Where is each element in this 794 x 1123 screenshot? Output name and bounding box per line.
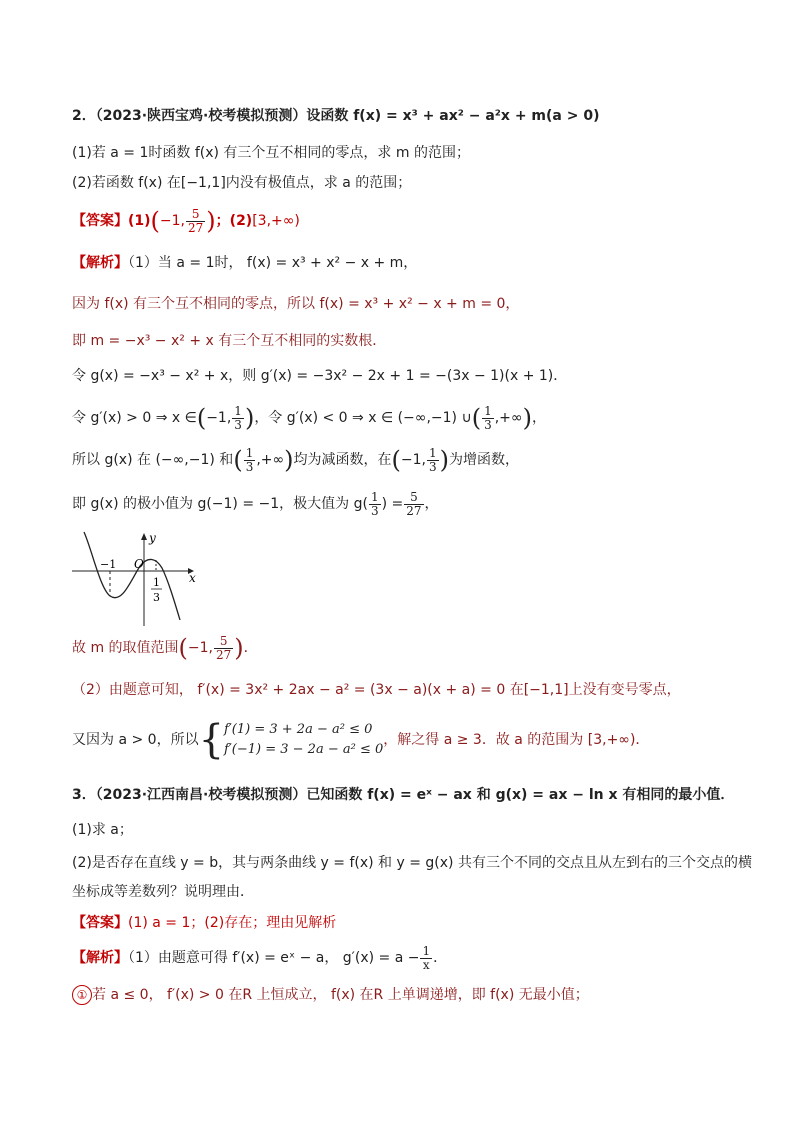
problem-3-question-2a: (2)是否存在直线 y = b，其与两条曲线 y = f(x) 和 y = g(x) 共有三个不同的交点且从左到右的三个交点的横 [72,855,752,871]
problem-3-solution-line-1: 【解析】（1）由题意可得 f′(x) = eˣ − a， g′(x) = a − $\frac{1}{x}$ ． [72,943,448,972]
problem-3-answer: 【答案】(1) a = 1；(2)存在；理由见解析 [72,915,337,931]
solution-line-3: 即 m = −x³ − x² + x 有三个互不相同的实数根． [72,333,387,349]
solution-line-7: 即 g(x) 的极小值为 g(−1) = −1，极大值为 g( $\frac{1}{3}$ ) = $\frac{5}{27}$ ， [72,489,439,518]
problem-2-question-1: (1)若 a = 1时函数 f(x) 有三个互不相同的零点，求 m 的范围； [72,145,470,161]
problem-2-header: 2．（2023·陕西宝鸡·校考模拟预测）设函数 f(x) = x³ + ax² − a²x + m(a > 0) [72,108,600,124]
problem-3-question-2b: 坐标成等差数列？说明理由． [72,884,254,900]
problem-2-answer: 【答案】(1)(−1, $\frac{5}{27}$ )；(2)[3,+∞) [72,206,300,235]
answer-label: 【答案】 [72,213,128,229]
solution-line-10: 又因为 a > 0，所以{ f′(1) = 3 + 2a − a² ≤ 0 f′(−1) = 3 − 2a − a² ≤ 0 ，解之得 a ≥ 3．故 a 的范围为 [3,+∞)． [72,717,650,763]
circled-one: ① [72,985,92,1005]
third-den: 3 [153,591,160,604]
solution-line-5: 令 g′(x) > 0 ⇒ x ∈(−1, $\frac{1}{3}$ )，令 g′(x) < 0 ⇒ x ∈ (−∞,−1) ∪( $\frac{1}{3}$ ,+∞)， [72,403,546,432]
x-label: x [189,571,196,585]
cubic-graph [70,530,200,628]
solution-line-6: 所以 g(x) 在 (−∞,−1) 和( $\frac{1}{3}$ ,+∞)均为减函数，在(−1, $\frac{1}{3}$ )为增函数， [72,445,520,474]
solution-line-8: 故 m 的取值范围(−1, $\frac{5}{27}$ )． [72,633,258,662]
y-label: y [149,531,156,545]
neg1-label: −1 [100,558,117,571]
solution-label: 【解析】 [72,255,128,271]
problem-3-header: 3．（2023·江西南昌·校考模拟预测）已知函数 f(x) = eˣ − ax 和 g(x) = ax − ln x 有相同的最小值． [72,787,735,803]
origin-label: O [134,557,144,571]
curve [84,532,180,620]
third-num: 1 [153,576,160,589]
solution-line-9: （2）由题意可知， f′(x) = 3x² + 2ax − a² = (3x − a)(x + a) = 0 在[−1,1]上没有变号零点， [72,682,681,698]
problem-3-question-1: (1)求 a； [72,822,133,838]
solution-line-4: 令 g(x) = −x³ − x² + x，则 g′(x) = −3x² − 2x + 1 = −(3x − 1)(x + 1)． [72,368,568,384]
problem-2-question-2: (2)若函数 f(x) 在[−1,1]内没有极值点，求 a 的范围； [72,175,412,191]
solution-line-2: 因为 f(x) 有三个互不相同的零点，所以 f(x) = x³ + x² − x + m = 0， [72,296,520,312]
problem-2-solution-line-1: 【解析】（1）当 a = 1时， f(x) = x³ + x² − x + m， [72,255,418,271]
problem-3-solution-line-2: ① 若 a ≤ 0， f′(x) > 0 在R 上恒成立， f(x) 在R 上单调递增，即 f(x) 无最小值； [72,985,589,1005]
